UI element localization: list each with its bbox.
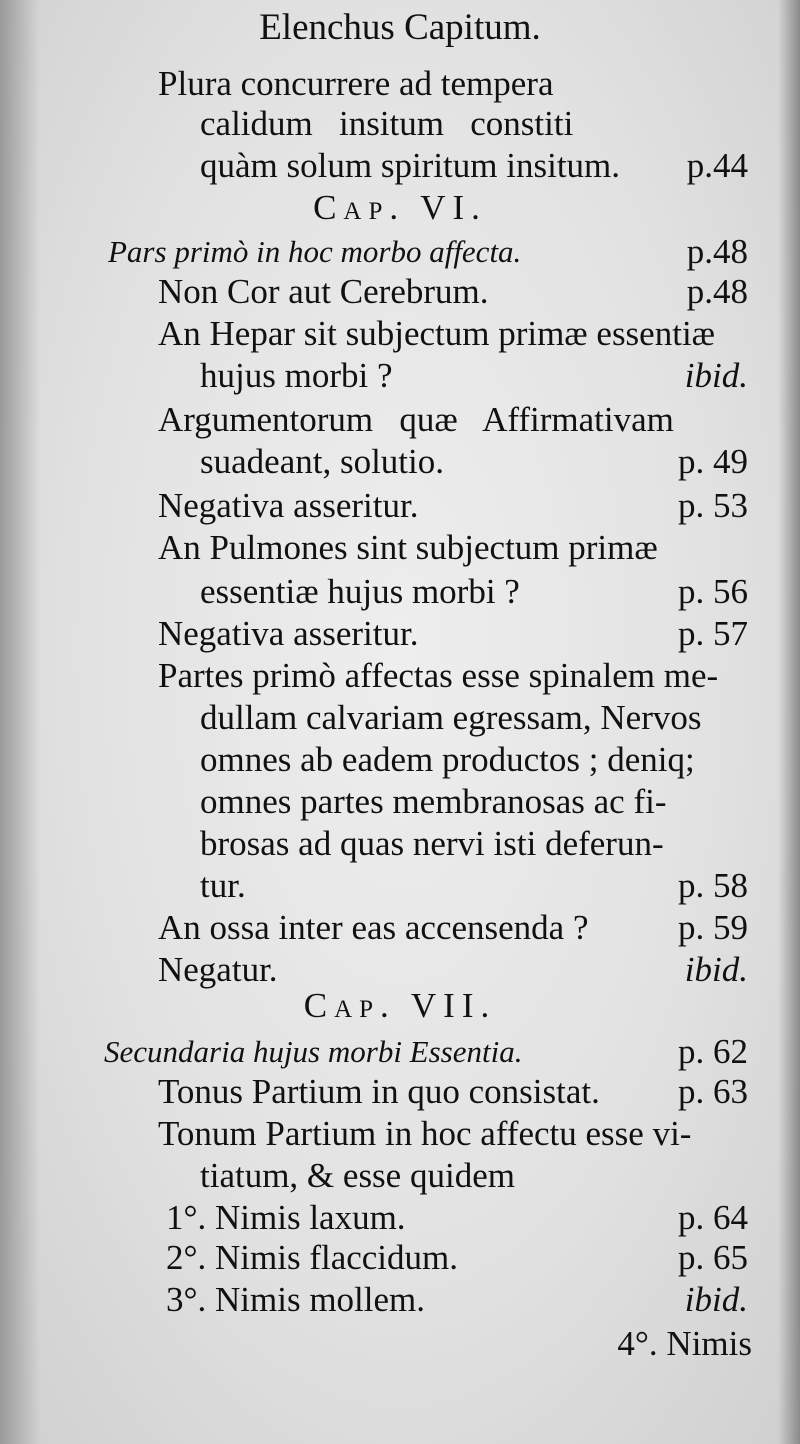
page-header: Elenchus Capitum. xyxy=(259,7,541,48)
index-entry xyxy=(200,780,748,824)
chapter-title: Cap. VII. xyxy=(303,986,497,1025)
index-entry xyxy=(158,526,748,570)
entry-page-ref: p. 58 xyxy=(678,866,748,905)
entry-page-ref: p.48 xyxy=(686,232,748,271)
index-entry xyxy=(200,144,748,188)
index-entry xyxy=(158,1070,748,1114)
index-entry xyxy=(158,398,748,442)
entry-text: An Pulmones sint subjectum primæ xyxy=(158,528,658,567)
index-entry xyxy=(158,906,748,950)
entry-text: Secundaria hujus morbi Essentia. xyxy=(104,1034,523,1069)
entry-text: Pars primò in hoc morbo affecta. xyxy=(108,234,522,269)
entry-text: 2°. Nimis flaccidum. xyxy=(166,1238,458,1277)
index-entry xyxy=(158,1112,748,1156)
index-entry xyxy=(158,654,748,698)
entry-text: Tonus Partium in quo consistat. xyxy=(158,1072,600,1111)
index-entry xyxy=(158,62,748,106)
index-entry xyxy=(158,484,748,528)
catchword: 4°. Nimis xyxy=(617,1324,752,1363)
entry-page-ref: p. 64 xyxy=(678,1198,748,1237)
entry-text: quàm solum spiritum insitum. xyxy=(200,146,621,185)
entry-text: Partes primò affectas esse spinalem me- xyxy=(158,656,719,695)
entry-text: dullam calvariam egressam, Nervos xyxy=(200,698,702,737)
index-entry xyxy=(108,230,748,274)
index-entry xyxy=(200,102,748,146)
entry-text: hujus morbi ? xyxy=(200,356,393,395)
entry-text: Negativa asseritur. xyxy=(158,486,419,525)
entry-text: omnes ab eadem productos ; deniq; xyxy=(200,740,695,779)
index-entry xyxy=(104,1030,748,1074)
entry-page-ref: ibid. xyxy=(684,1280,748,1319)
entry-page-ref: p. 65 xyxy=(678,1238,748,1277)
chapter-heading xyxy=(0,186,800,230)
entry-page-ref: p.48 xyxy=(686,272,748,311)
chapter-heading xyxy=(0,984,800,1028)
index-entry xyxy=(200,864,748,908)
index-entry xyxy=(200,738,748,782)
entry-text: An Hepar sit subjectum primæ essentiæ xyxy=(158,314,716,353)
entry-text: Negativa asseritur. xyxy=(158,614,419,653)
entry-text: Tonum Partium in hoc affectu esse vi- xyxy=(158,1114,692,1153)
entry-text: 3°. Nimis mollem. xyxy=(166,1280,425,1319)
entry-text: tiatum, & esse quidem xyxy=(200,1156,515,1195)
entry-page-ref: p. 56 xyxy=(678,572,748,611)
index-entry xyxy=(200,354,748,398)
index-entry xyxy=(200,570,748,614)
entry-text: Plura concurrere ad tempera xyxy=(158,64,554,103)
entry-text: An ossa inter eas accensenda ? xyxy=(158,908,589,947)
index-entry xyxy=(158,312,748,356)
entry-page-ref: p. 53 xyxy=(678,486,748,525)
index-entry xyxy=(200,696,748,740)
entry-text: essentiæ hujus morbi ? xyxy=(200,572,520,611)
entry-text: Argumentorum quæ Affirmativam xyxy=(158,400,674,439)
index-entry xyxy=(166,1236,748,1280)
entry-text: calidum insitum constiti xyxy=(200,104,574,143)
index-entry xyxy=(200,1154,748,1198)
entry-page-ref: p. 49 xyxy=(678,442,748,481)
index-entry xyxy=(200,822,748,866)
entry-page-ref: p. 63 xyxy=(678,1072,748,1111)
index-entry xyxy=(166,1196,748,1240)
chapter-title: Cap. VI. xyxy=(313,188,487,227)
entry-text: Negatur. xyxy=(158,950,278,989)
entry-text: 1°. Nimis laxum. xyxy=(166,1198,406,1237)
index-entry xyxy=(158,270,748,314)
entry-text: omnes partes membranosas ac fi- xyxy=(200,782,667,821)
entry-text: suadeant, solutio. xyxy=(200,442,444,481)
index-entry xyxy=(158,612,748,656)
entry-text: Non Cor aut Cerebrum. xyxy=(158,272,489,311)
entry-text: brosas ad quas nervi isti deferun- xyxy=(200,824,664,863)
entry-page-ref: p. 57 xyxy=(678,614,748,653)
entry-text: tur. xyxy=(200,866,246,905)
entry-page-ref: ibid. xyxy=(684,950,748,989)
entry-page-ref: p. 59 xyxy=(678,908,748,947)
entry-page-ref: ibid. xyxy=(684,356,748,395)
index-entry xyxy=(200,440,748,484)
index-entry xyxy=(166,1278,748,1322)
entry-page-ref: p. 62 xyxy=(678,1032,748,1071)
entry-page-ref: p.44 xyxy=(686,146,748,185)
